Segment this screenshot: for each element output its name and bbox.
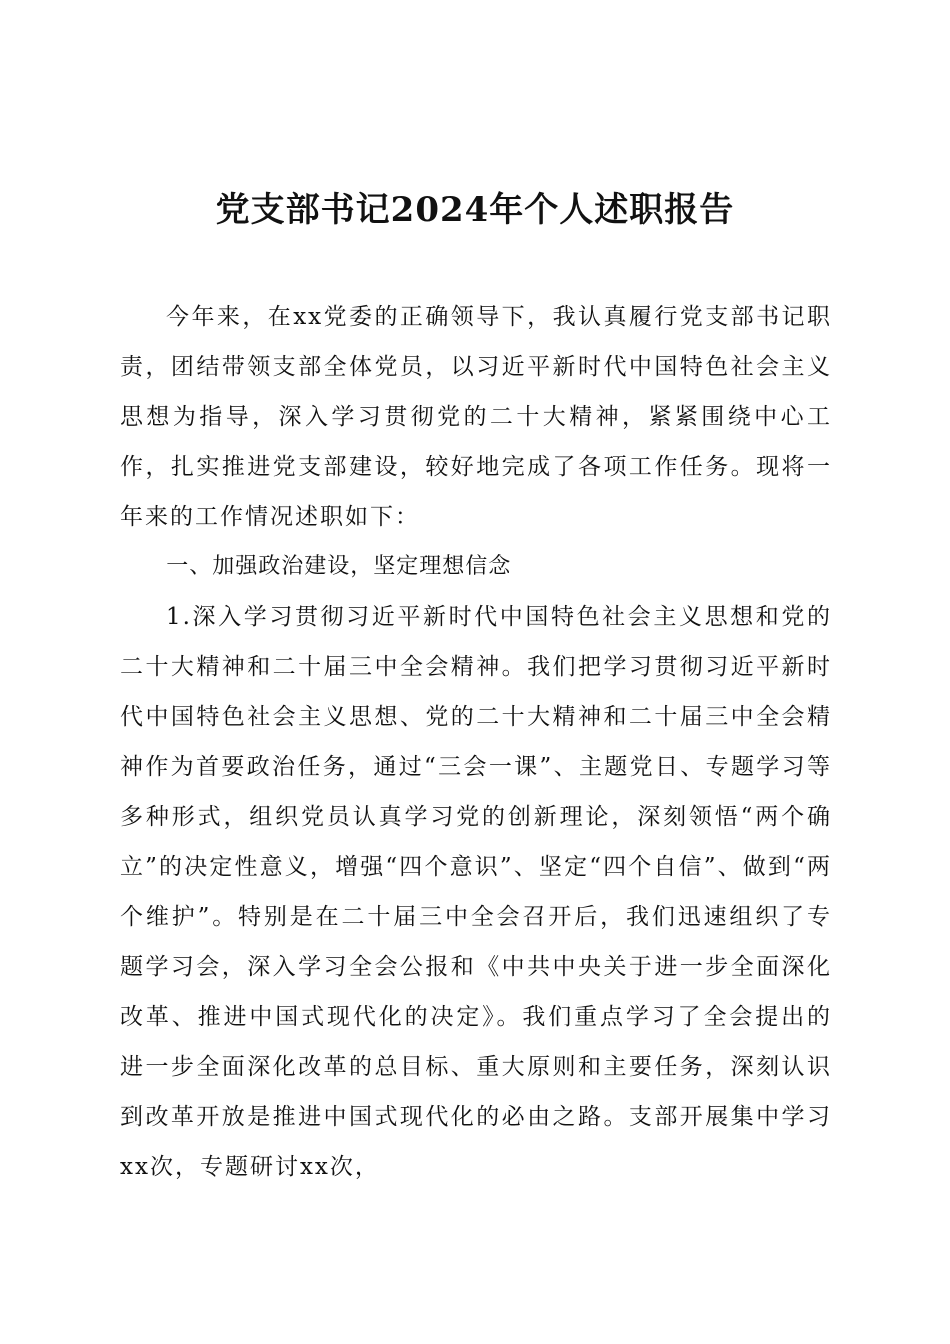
section-heading: 一、加强政治建设，坚定理想信念 xyxy=(166,554,512,579)
intro-paragraph: 今年来，在xx党委的正确领导下，我认真履行党支部书记职责，团结带领支部全体党员，以习近平新时代中国特色社会主义思想为指导，深入学习贯彻党的二十大精神，紧紧围绕中心工作，扎实推进党支部建设，较好地完成了各项工作任务。现将一年来的工作情况述职如下： xyxy=(120,304,832,530)
section-paragraph: 1.深入学习贯彻习近平新时代中国特色社会主义思想和党的二十大精神和二十届三中全会精神。我们把学习贯彻习近平新时代中国特色社会主义思想、党的二十大精神和二十届三中全会精神作为首要政治任务，通过“三会一课”、主题党日、专题学习等多种形式，组织党员认真学习党的创新理论，深刻领悟“两个确立”的决定性意义，增强“四个意识”、坚定“四个自信”、做到“两个维护”。特别是在二十届三中全会召开后，我们迅速组织了专题学习会，深入学习全会公报和《中共中央关于进一步全面深化改革、推进中国式现代化的决定》。我们重点学习了全会提出的进一步全面深化改革的总目标、重大原则和主要任务，深刻认识到改革开放是推进中国式现代化的必由之路。支部开展集中学习xx次，专题研讨xx次， xyxy=(120,604,832,1180)
document-body xyxy=(120,292,832,1192)
document-title: 党支部书记2024年个人述职报告 xyxy=(215,190,735,230)
